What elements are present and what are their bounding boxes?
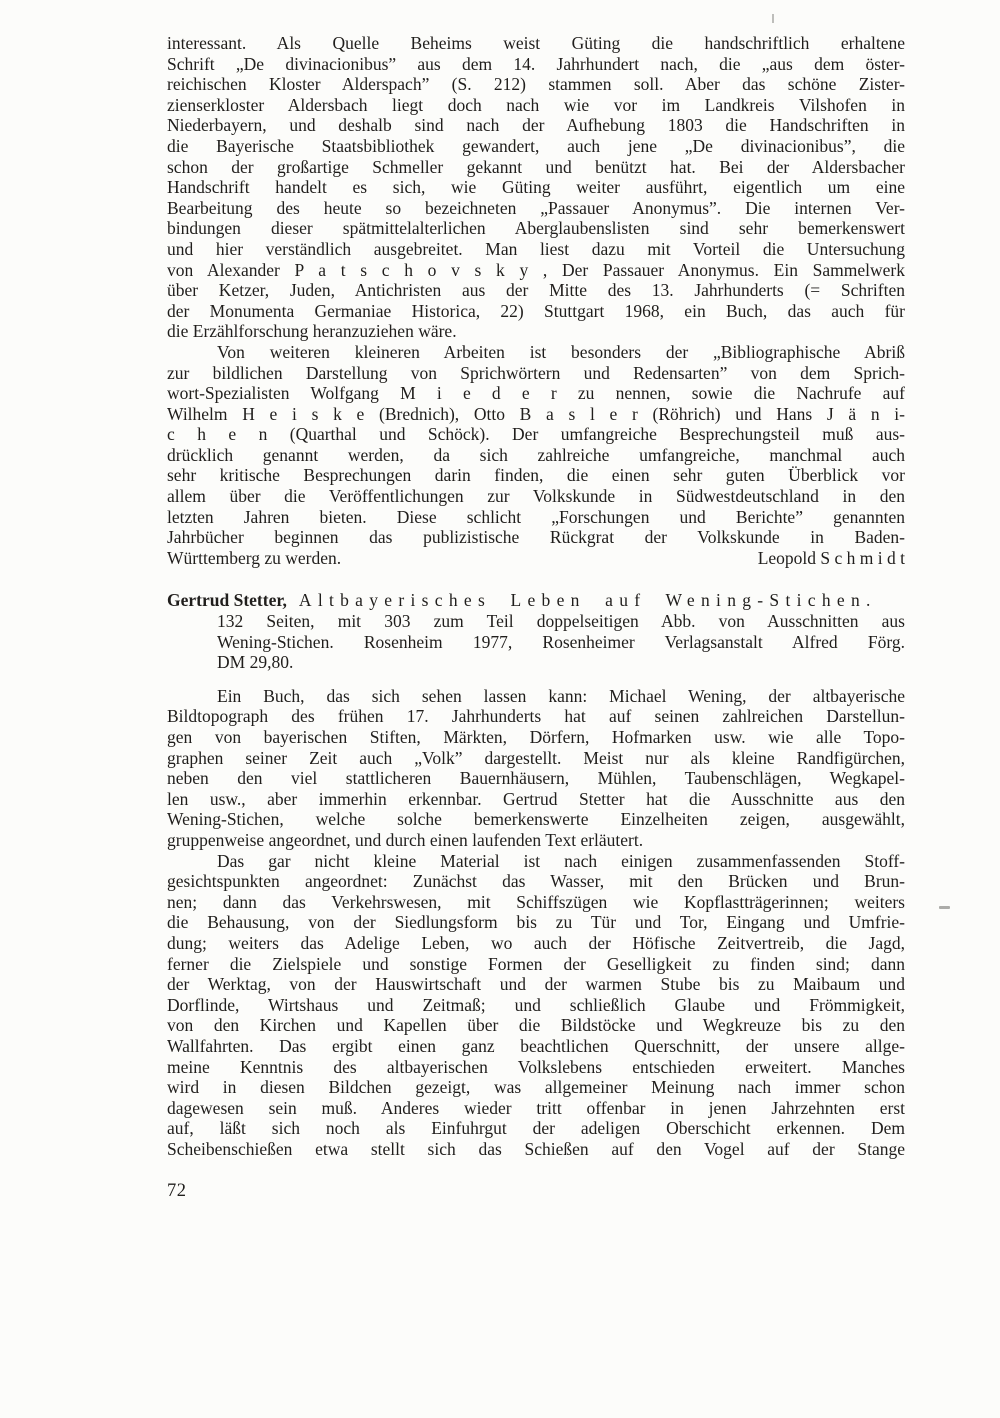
margin-dash-mark — [939, 906, 950, 909]
text-line: Bildtopograph des frühen 17. Jahrhunderts hat auf seinen zahlreichen Darstellun- — [167, 706, 905, 727]
text-line: gruppenweise angeordnet, und durch einen laufenden Text erläutert. — [167, 829, 644, 850]
reviewer-signature: Leopold S c h m i d t — [757, 547, 905, 568]
text-line: Dorflinde, Wirtshaus und Zeitmaß; und schließlich Glaube und Frömmigkeit, — [167, 994, 905, 1015]
text-line: zienserkloster Aldersbach liegt doch nach wie vor im Landkreis Vilshofen in — [167, 94, 905, 115]
text-line: Von weiteren kleineren Arbeiten ist besonders der „Bibliographische Abriß — [217, 341, 905, 362]
text-line: wird in diesen Bildchen gezeigt, was allgemeiner Meinung nach immer schon — [167, 1077, 905, 1098]
text-line: Ein Buch, das sich sehen lassen kann: Michael Wening, der altbayerische — [217, 685, 905, 706]
text-line: dung; weiters das Adelige Leben, wo auch der Höfische Zeitvertreib, die Jagd, — [167, 932, 905, 953]
review-schmidt — [167, 33, 905, 568]
text-line: allem über die Veröffentlichungen zur Volkskunde in Südwestdeutschland in den — [167, 486, 905, 507]
text-line: die Erzählforschung heranzuziehen wäre. — [167, 321, 457, 342]
paragraph — [167, 851, 905, 1160]
text-line: interessant. Als Quelle Beheims weist Güting die handschriftlich erhaltene — [167, 33, 905, 53]
page-number: 72 — [167, 1181, 187, 1202]
text-line: dagewesen sein muß. Anderes wieder tritt offenbar in jenen Jahrzehnten erst — [167, 1097, 905, 1118]
text-line: graphen seiner Zeit auch „Volk” dargestellt. Meist nur als kleine Randfigürchen, — [167, 747, 905, 768]
text-line: sehr kritische Besprechungen darin finden, die einen sehr guten Überblick vor — [167, 465, 905, 486]
text-line: nen; dann das Verkehrswesen, mit Schiffszügen wie Kopflastträgerinnen; weiters — [167, 891, 905, 912]
text-line: auf, läßt sich noch als Einfuhrgut der adeligen Oberschicht erkennen. Dem — [167, 1118, 905, 1139]
text-line: die Bayerische Staatsbibliothek gewandert, auch jene „De divinacionibus”, die — [167, 135, 905, 156]
scan-artifact-mark — [772, 14, 774, 23]
text-line: der Monumenta Germaniae Historica, 22) Stuttgart 1968, ein Buch, das auch für — [167, 300, 905, 321]
paragraph — [167, 686, 905, 851]
heading-first-line — [167, 590, 905, 611]
text-line: und hier verständlich ausgebreitet. Man liest dazu mit Vorteil die Untersuchung — [167, 238, 905, 259]
text-line: gen von bayerischen Stiften, Märkten, Dörfern, Hofmarken usw. wie alle Topo- — [167, 727, 905, 747]
text-column — [167, 33, 905, 1202]
paragraph-continuation — [167, 33, 905, 342]
text-line: Das gar nicht kleine Material ist nach einigen zusammenfassenden Stoff- — [217, 850, 905, 871]
text-line: von den Kirchen und Kapellen über die Bildstöcke und Wegkreuze bis zu den — [167, 1015, 905, 1036]
text-line: Wening-Stichen. Rosenheim 1977, Rosenheimer Verlagsanstalt Alfred Förg. — [217, 631, 905, 652]
text-line: Handschrift handelt es sich, wie Güting weiter ausführt, eigentlich um eine — [167, 177, 905, 198]
text-line: von Alexander P a t s c h o v s k y , Der Passauer Anonymus. Ein Sammelwerk — [167, 259, 905, 280]
paragraph — [167, 342, 905, 548]
text-line: Scheibenschießen etwa stellt sich das Schießen auf den Vogel auf der Stange — [167, 1138, 905, 1159]
text-line: meine Kenntnis des altbayerischen Volkslebens entschieden erweitert. Manches — [167, 1056, 905, 1077]
text-line: schon der großartige Schmeller gekannt und benützt hat. Bei der Aldersbacher — [167, 156, 905, 177]
text-line: zur bildlichen Darstellung von Sprichwörtern und Redensarten” von dem Sprich- — [167, 362, 905, 383]
text-line: Schrift „De divinacionibus” aus dem 14. Jahrhundert nach, die „aus dem öster- — [167, 53, 905, 74]
publication-details — [217, 611, 905, 673]
text-line: DM 29,80. — [217, 652, 294, 673]
bibliographic-heading — [167, 590, 905, 672]
text-line: Wilhelm H e i s k e (Brednich), Otto B a s l e r (Röhrich) und Hans J ä n i- — [167, 403, 905, 424]
text-line: neben den viel stattlicheren Bauernhäusern, Mühlen, Taubenschlägen, Wegkapel- — [167, 768, 905, 789]
signature-line — [167, 548, 905, 569]
closing-text: Württemberg zu werden. — [167, 547, 342, 568]
text-line: die Behausung, von der Siedlungsform bis zu Tür und Tor, Eingang und Umfrie- — [167, 912, 905, 933]
text-line: Jahrbücher beginnen das publizistische Rückgrat der Volkskunde in Baden- — [167, 527, 905, 548]
text-line: bindungen dieser spätmittelalterlichen Aberglaubenslisten sind sehr bemerkenswert — [167, 218, 905, 239]
text-line: c h e n (Quarthal und Schöck). Der umfangreiche Besprechungsteil muß aus- — [167, 424, 905, 445]
text-line: Bearbeitung des heute so bezeichneten „Passauer Anonymus”. Die internen Ver- — [167, 197, 905, 218]
book-title: Altbayerisches Leben auf Wening-Stichen. — [298, 590, 877, 611]
text-line: drücklich genannt werden, da sich zahlreiche umfangreiche, manchmal auch — [167, 444, 905, 465]
book-author: Gertrud Stetter, — [167, 590, 287, 611]
text-line: Niederbayern, und deshalb sind nach der Aufhebung 1803 die Handschriften in — [167, 115, 905, 136]
text-line: der Werktag, von der Hauswirtschaft und der warmen Stube bis zu Maibaum und — [167, 974, 905, 995]
text-line: gesichtspunkten angeordnet: Zunächst das Wasser, mit den Brücken und Brun- — [167, 871, 905, 892]
text-line: Wening-Stichen, welche solche bemerkenswerte Einzelheiten zeigen, ausgewählt, — [167, 809, 905, 830]
review-stetter — [167, 686, 905, 1160]
text-line: ferner die Zielspiele und sonstige Formen der Geselligkeit zu finden sind; dann — [167, 953, 905, 974]
text-line: wort-Spezialisten Wolfgang M i e d e r zu nennen, sowie die Nachrufe auf — [167, 383, 905, 404]
text-line: Wallfahrten. Das ergibt einen ganz beachtlichen Querschnitt, der unsere allge- — [167, 1035, 905, 1056]
text-line: letzten Jahren bieten. Diese schlicht „Forschungen und Berichte” genannten — [167, 506, 905, 527]
text-line: über Ketzer, Juden, Antichristen aus der Mitte des 13. Jahrhunderts (= Schriften — [167, 280, 905, 301]
text-line: 132 Seiten, mit 303 zum Teil doppelseitigen Abb. von Ausschnitten aus — [217, 611, 905, 632]
text-line: reichischen Kloster Alderspach” (S. 212) stammen soll. Aber das schöne Zister- — [167, 74, 905, 95]
text-line: len usw., aber immerhin erkennbar. Gertrud Stetter hat die Ausschnitte aus den — [167, 788, 905, 809]
